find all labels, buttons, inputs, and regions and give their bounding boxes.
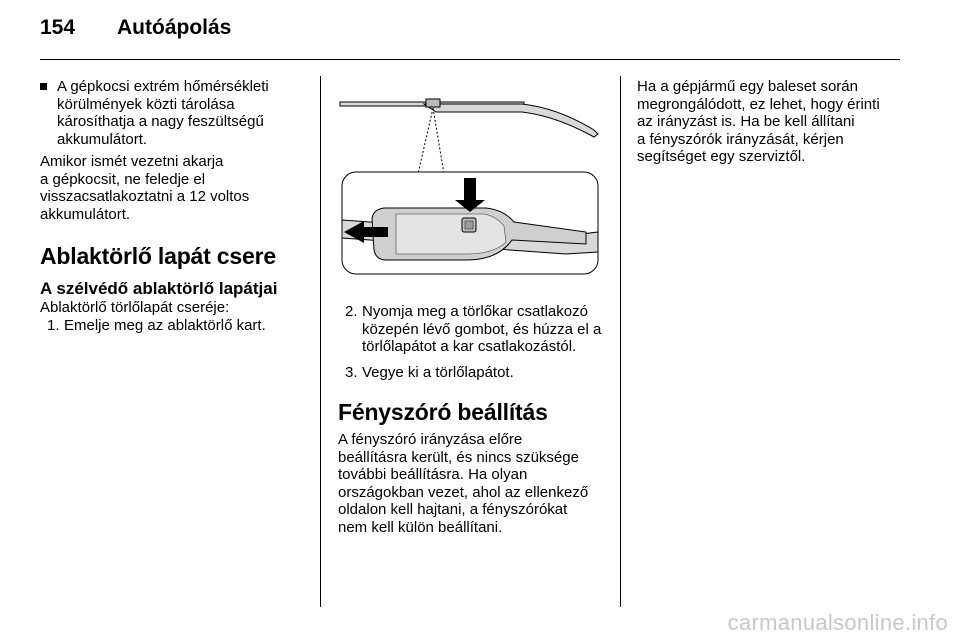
reconnect-line-1: Amikor ismét vezetni akarja	[40, 153, 224, 170]
reconnect-line-2: a gépkocsit, ne feledje el	[40, 170, 206, 188]
step-3-number: 3.	[345, 363, 358, 381]
headlight-line-2: beállításra került, és nincs szüksége	[338, 448, 579, 466]
step-3	[338, 364, 612, 382]
accident-line-5: segítséget egy szerviztől.	[637, 148, 806, 165]
accident-line-4: a fényszórók irányzását, kérjen	[637, 130, 844, 148]
step-1	[40, 317, 312, 335]
headlight-line-6: nem kell külön beállítani.	[338, 518, 503, 536]
column-3	[637, 78, 927, 166]
wiper-illustration	[336, 92, 608, 278]
subheading-windscreen-wiper: A szélvédő ablaktörlő lapátjai	[40, 279, 278, 298]
bullet-item	[40, 78, 312, 148]
accident-line-2: megrongálódott, ez lehet, hogy érinti	[637, 95, 880, 113]
headlight-line-3: további beállításra. Ha olyan	[338, 466, 528, 483]
heading-headlight-adjustment: Fényszóró beállítás	[338, 399, 548, 425]
section-title: Autóápolás	[117, 16, 232, 39]
page-number: 154	[40, 16, 76, 39]
headlight-line-5: oldalon kell hajtani, a fényszórókat	[338, 501, 568, 518]
headlight-line-1: A fényszóró irányzása előre	[338, 431, 523, 448]
reconnect-line-3: visszacsatlakoztatni a 12 voltos	[40, 188, 250, 205]
column-divider-1	[320, 76, 321, 607]
header-rule	[40, 59, 900, 60]
bullet-text: A gépkocsi extrém hőmérsékleti körülmények közti tárolása károsíthatja a nagy feszültségű akkumulátort.	[57, 78, 269, 148]
intro-text: Ablaktörlő törlőlapát cseréje:	[40, 299, 230, 316]
wiper-arm-overview	[340, 99, 598, 137]
step-1-number: 1.	[47, 316, 60, 334]
watermark: carmanualsonline.info	[727, 610, 948, 635]
heading-wiper-replacement: Ablaktörlő lapát csere	[40, 243, 276, 269]
step-2-number: 2.	[345, 303, 358, 320]
headlight-line-4: országokban vezet, ahol az ellenkező	[338, 483, 589, 501]
reconnect-line-4: akkumulátort.	[40, 205, 131, 223]
bullet-square-icon	[40, 83, 47, 90]
column-2	[338, 303, 612, 536]
column-divider-2	[620, 76, 621, 607]
accident-line-3: az irányzást is. Ha be kell állítani	[637, 113, 855, 130]
step-1-text: Emelje meg az ablaktörlő kart.	[64, 316, 266, 334]
step-2	[338, 303, 612, 356]
column-1	[40, 78, 312, 334]
step-2-text: Nyomja meg a törlőkar csatlakozó közepén lévő gombot, és húzza el a törlőlapátot a kar csatlakozástól.	[362, 303, 602, 355]
step-3-text: Vegye ki a törlőlapátot.	[362, 363, 514, 381]
accident-line-1: Ha a gépjármű egy baleset során	[637, 78, 858, 95]
